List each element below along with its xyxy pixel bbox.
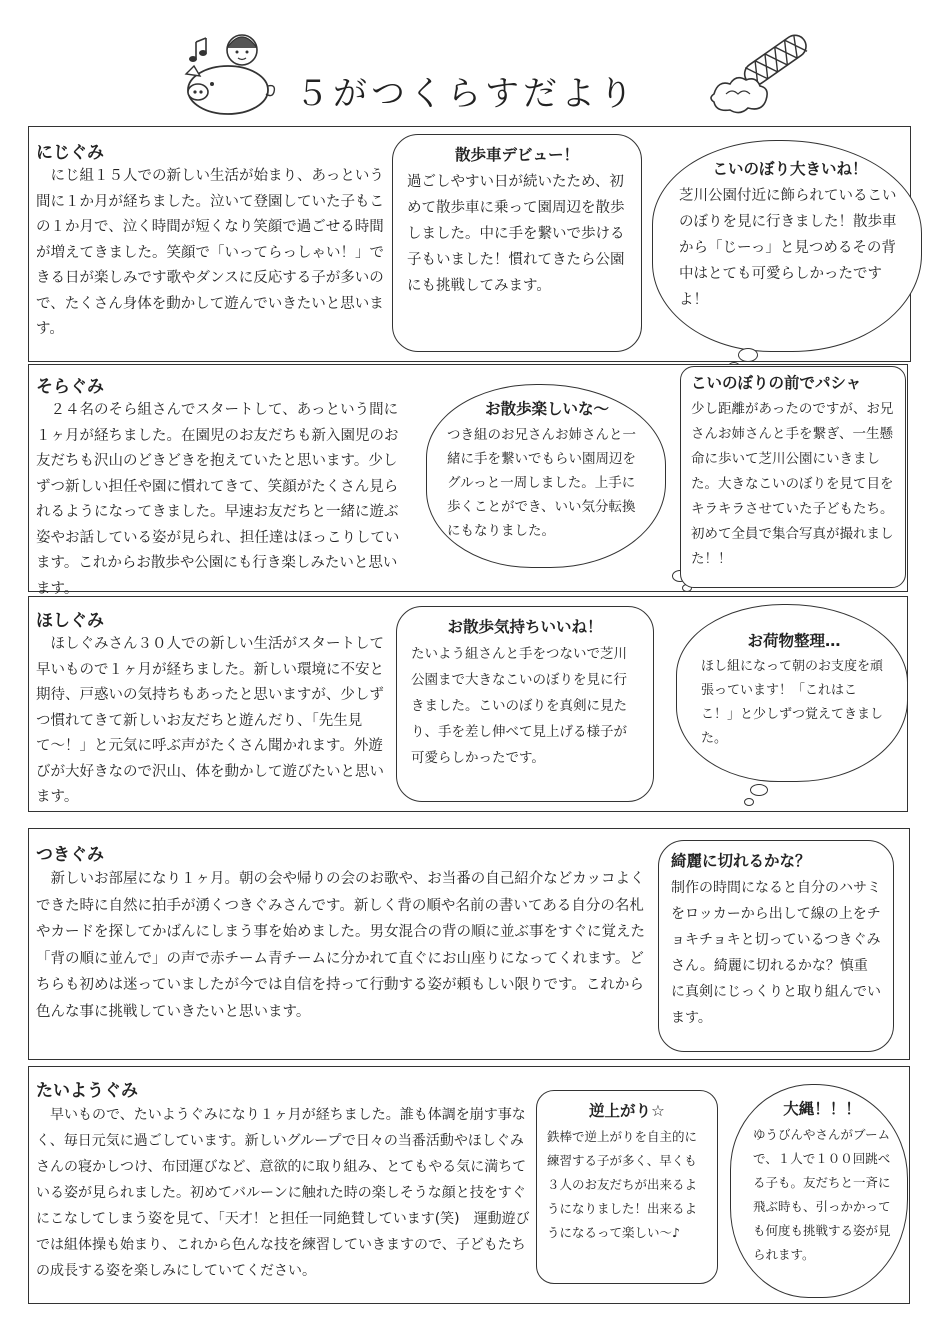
bubble-body: ほし組になって朝のお支度を頑張っています！「これはここ！」と少しずつ覚えてきました。 <box>701 659 884 746</box>
food-illustration <box>700 28 830 118</box>
bubble-title: お荷物整理… <box>747 632 841 650</box>
section-body-taiyou: 早いもので、たいようぐみになり１ヶ月が経ちました。誰も体調を崩す事なく、毎日元気に過ごしています。新しいグループで日々の当番活動やほしぐみさんの寝かしつけ、布団運びなど、意欲的に取り組み、とてもやる気に満ちている姿が見られました。初めてバルーンに触れた時の楽しそうな顔と技をすぐにこなしてしまう姿を見て、「天才！と担任一同絶賛しています(笑) 運動遊びでは組体操も始まり、これから色んな技を練習していきますので、子どもたちの成長する姿を楽しみにしていてください。 <box>36 1107 530 1279</box>
bubble-title: お散歩気持ちいいね！ <box>447 618 603 636</box>
bubble-title: 散歩車デビュー！ <box>454 146 579 164</box>
cloud-tail-dot <box>750 784 768 796</box>
bubble-body: 少し距離があったのですが、お兄さんお姉さんと手を繋ぎ、一生懸命に歩いて芝川公園にいきました。大きなこいのぼりを見て目をキラキラさせていた子どもたち。初めて全員で集合写真が撮れました！！ <box>691 401 894 567</box>
bubble-niji-2 <box>652 140 922 352</box>
bubble-taiyou-1 <box>536 1090 718 1284</box>
section-heading-sora: そらぐみ <box>36 377 104 397</box>
bubble-sora-1 <box>426 384 666 568</box>
bubble-niji-1 <box>392 134 642 352</box>
bubble-hoshi-1 <box>396 606 654 802</box>
bubble-sora-2 <box>680 366 906 588</box>
bubble-body: つき組のお兄さんお姉さんと一緒に手を繋いでもらい園周辺をグルっと一周しました。上手に歩くことができ、いい気分転換にもなりました。 <box>447 427 636 539</box>
bubble-title: こいのぼりの前でパシャ <box>691 374 862 392</box>
section-body-hoshi: ほしぐみさん３０人での新しい生活がスタートして早いもので１ヶ月が経ちました。新しい環境に不安と期待、戸惑いの気持ちもあったと思いますが、少しずつ慣れてきて新しいお友だちと遊んだり、「先生見て〜！」と元気に呼ぶ声がたくさん聞かれます。外遊びが大好きなので沢山、体を動かして遊びたいと思います。 <box>36 636 384 805</box>
bubble-body: 芝川公園付近に飾られているこいのぼりを見に行きました！散歩車から「じーっ」と見つめるその背中はとても可愛らしかったですよ！ <box>679 188 897 308</box>
section-heading-tsuki: つきぐみ <box>36 845 104 865</box>
pig-girl-illustration <box>170 20 290 120</box>
section-heading-taiyou: たいようぐみ <box>36 1081 138 1101</box>
bubble-body: 過ごしやすい日が続いたため、初めて散歩車に乗って園周辺を散歩しました。中に手を繋いで歩ける子もいました！慣れてきたら公園にも挑戦してみます。 <box>407 174 625 294</box>
bubble-title: お散歩楽しいな〜 <box>484 400 609 418</box>
section-body-niji: にじ組１５人での新しい生活が始まり、あっという間に１か月が経ちました。泣いて登園していた子もこの１か月で、泣く時間が短くなり笑顔で過ごせる時間が増えてきました。笑顔で「いってらっしゃい！」できる日が楽しみです歌やダンスに反応する子が多いので、たくさん身体を動かして遊んでいきたいと思います。 <box>36 168 384 337</box>
page-title: ５がつくらすだより <box>295 74 637 114</box>
bubble-title: 綺麗に切れるかな？ <box>671 852 811 870</box>
bubble-title: こいのぼり大きいね！ <box>712 160 868 178</box>
bubble-body: たいよう組さんと手をつないで芝川公園まで大きなこいのぼりを見に行きました。こいのぼりを真剣に見たり、手を差し伸べて見上げる様子が可愛らしかったです。 <box>411 646 627 766</box>
section-heading-niji: にじぐみ <box>36 143 104 163</box>
bubble-taiyou-2 <box>730 1084 908 1298</box>
cloud-tail-dot <box>738 348 758 362</box>
bubble-title: 逆上がり☆ <box>589 1102 665 1120</box>
cloud-tail-dot <box>744 798 754 806</box>
bubble-hoshi-2 <box>676 604 908 782</box>
bubble-title: 大縄！！！ <box>783 1100 861 1118</box>
section-heading-hoshi: ほしぐみ <box>36 611 104 631</box>
bubble-body: 鉄棒で逆上がりを自主的に練習する子が多く、早くも３人のお友だちが出来るようになりました！出来るようになるって楽しい〜♪ <box>547 1129 698 1240</box>
section-body-sora: ２４名のそら組さんでスタートして、あっという間に１ヶ月が経ちました。在園児のお友だちも新入園児のお友だちも沢山のどきどきを抱えていたと思います。少しずつ新しい担任や園に慣れてきて、笑顔がたくさん見られるようになってきました。早速お友だちと一緒に遊ぶ姿やお話している姿が見られ、担任達はほっこりしています。これからお散歩や公園にも行き楽しみたいと思います。 <box>36 402 400 597</box>
bubble-tsuki-1 <box>658 840 894 1052</box>
section-body-tsuki: 新しいお部屋になり１ヶ月。朝の会や帰りの会のお歌や、お当番の自己紹介などカッコよくできた時に自然に拍手が湧くつきぐみさんです。新しく背の順や名前の書いてある自分の名札やカードを探してかばんにしまう事を始めました。男女混合の背の順に並ぶ事をすぐに覚えた「背の順に並んで」の声で赤チーム青チームに分かれて直ぐにお山座りになってくれます。どちらも初めは迷っていましたが今では自信を持って行動する姿が頼もしい限りです。これから色んな事に挑戦していきたいと思います。 <box>36 871 645 1020</box>
bubble-body: ゆうびんやさんがブームで、１人で１００回跳べる子も。友だちと一斉に飛ぶ時も、引っかかっても何度も挑戦する姿が見られます。 <box>753 1127 891 1262</box>
bubble-body: 制作の時間になると自分のハサミをロッカーから出して線の上をチョキチョキと切っているつきぐみさん。綺麗に切れるかな？慎重に真剣にじっくりと取り組んでいます。 <box>671 880 881 1026</box>
